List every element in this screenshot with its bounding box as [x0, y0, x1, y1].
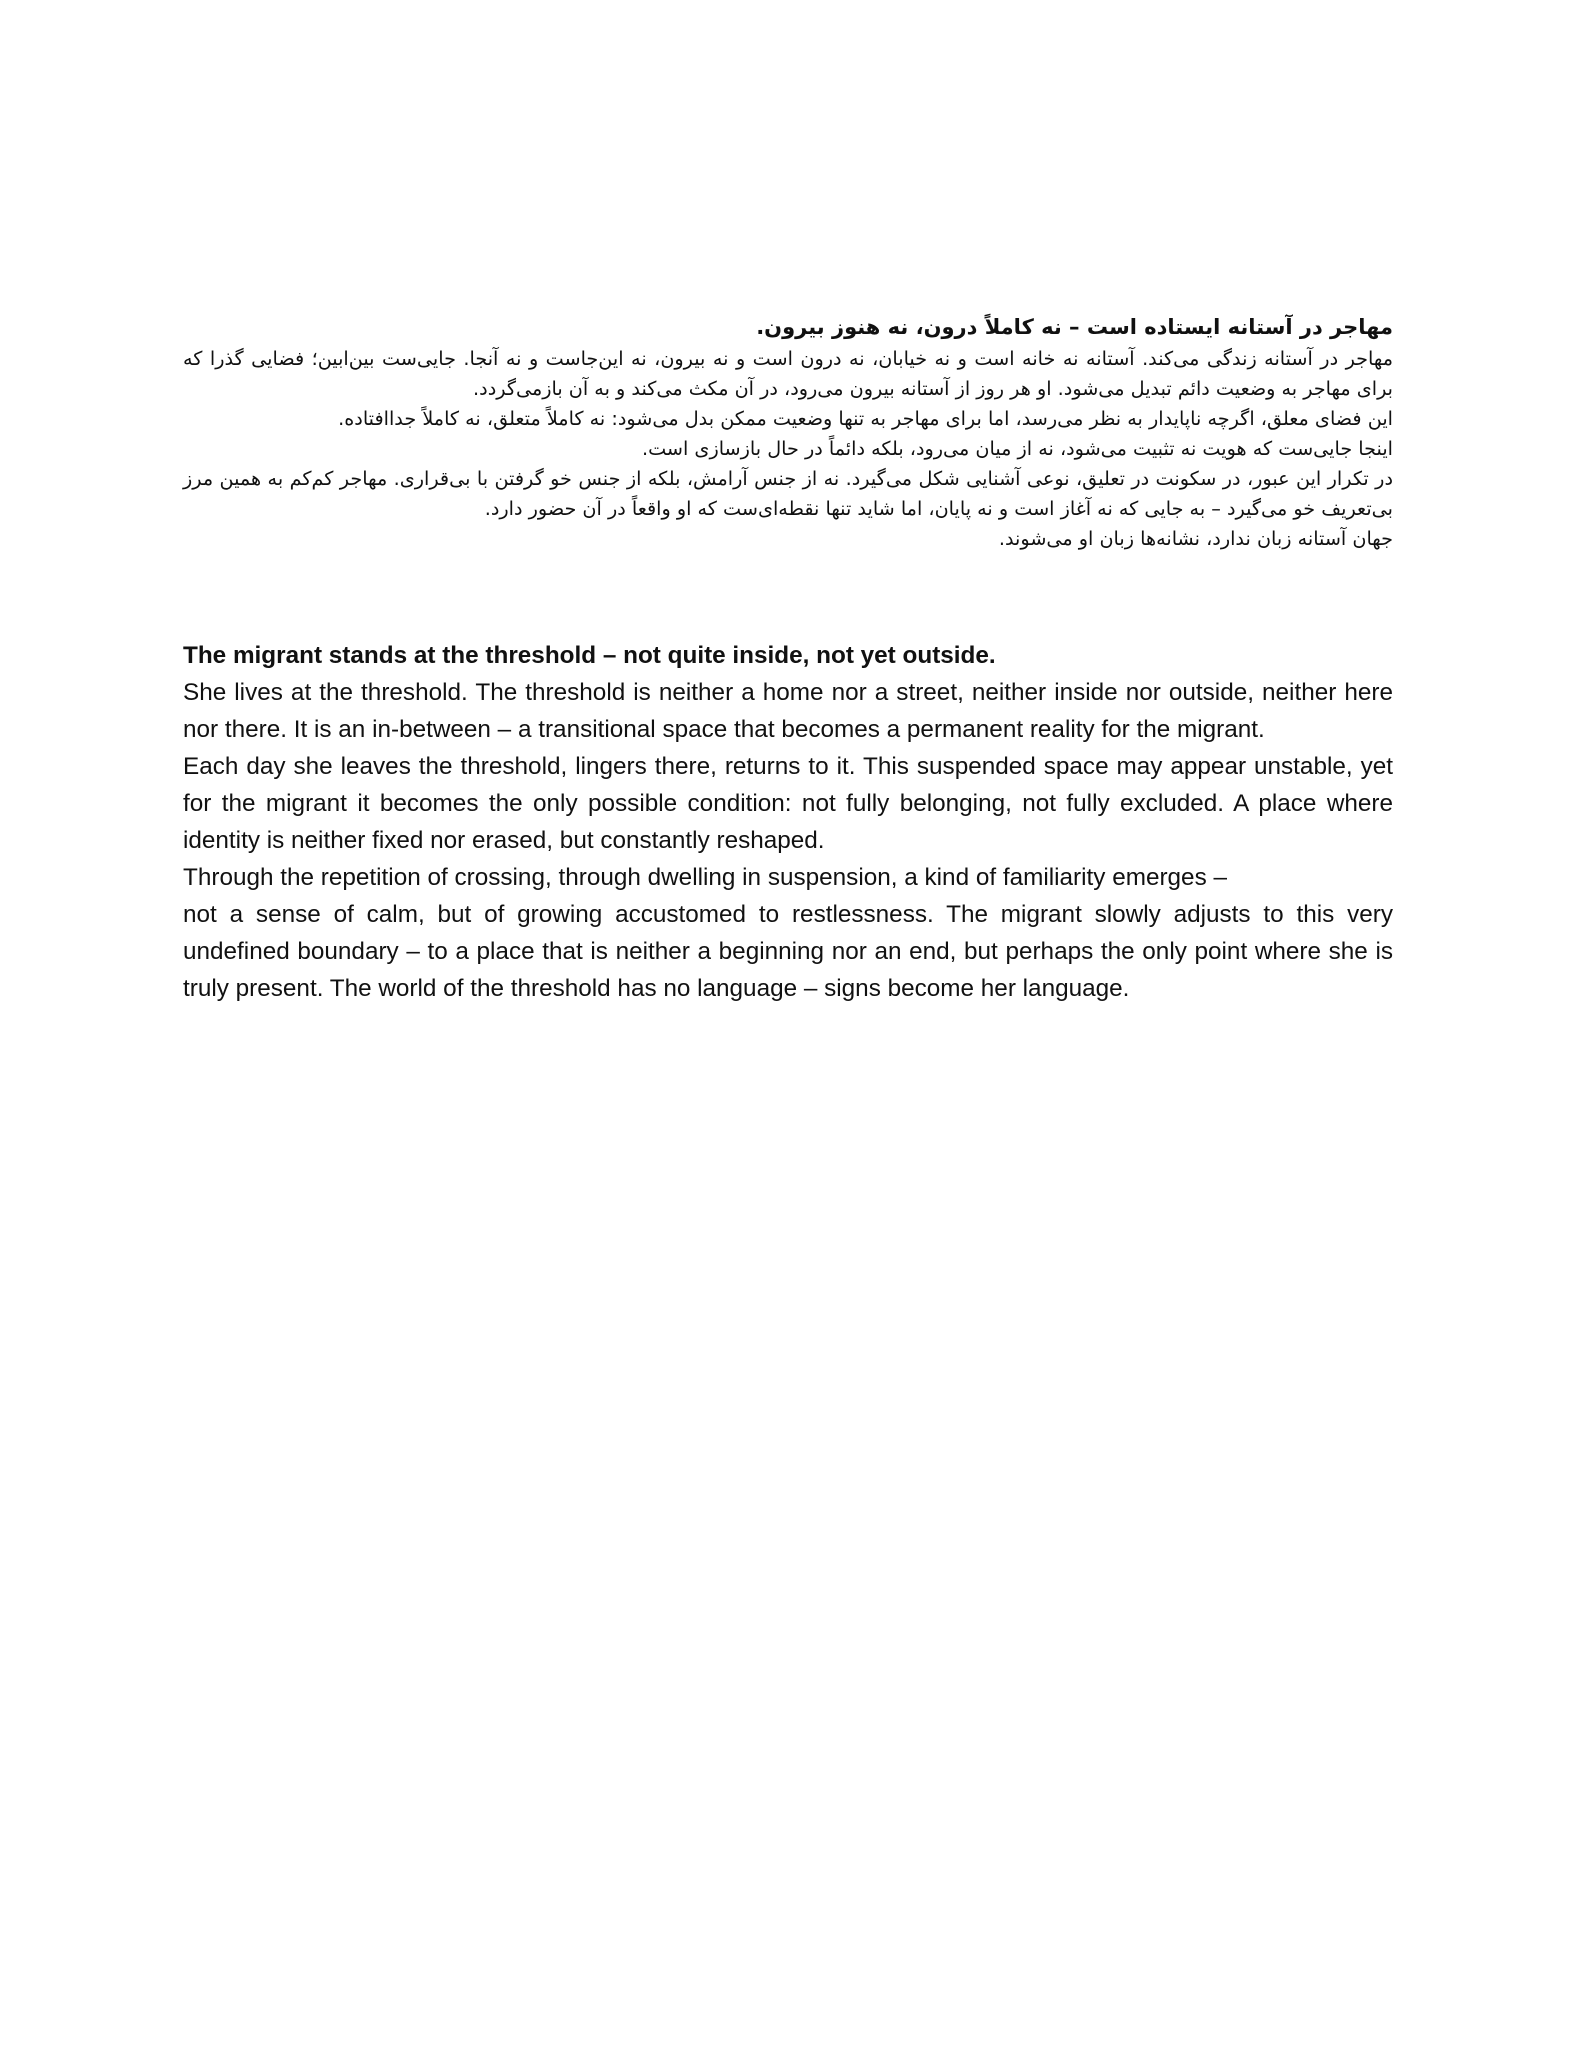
farsi-paragraph: مهاجر در آستانه زندگی می‌کند. آستانه نه خانه است و نه خیابان، نه درون است و نه بیرون، نه این‌جاست و نه آنجا. جایی‌ست بین‌ابین؛ فضایی گذرا که برای مهاجر به وضعیت دائم تبدیل می‌شود. او هر روز از آستانه بیرون می‌رود، در آن مکث می‌کند و به آن بازمی‌گردد.: [183, 347, 1393, 400]
english-section: [183, 637, 1393, 1007]
farsi-section: [183, 310, 1393, 554]
english-paragraph: not a sense of calm, but of growing accustomed to restlessness. The migrant slowly adjusts to this very undefined boundary – to a place that is neither a beginning nor an end, but perhaps the only point where she is truly present. The world of the threshold has no language – signs become her language.: [183, 901, 1393, 1002]
english-paragraph: Each day she leaves the threshold, lingers there, returns to it. This suspended space may appear unstable, yet for the migrant it becomes the only possible condition: not fully belonging, not fully excluded. A place where identity is neither fixed nor erased, but constantly reshaped.: [183, 753, 1393, 854]
farsi-title: مهاجر در آستانه ایستاده است – نه کاملاً درون، نه هنوز بیرون.: [756, 315, 1393, 339]
english-title: The migrant stands at the threshold – not quite inside, not yet outside.: [183, 642, 996, 669]
farsi-paragraph: اینجا جایی‌ست که هویت نه تثبیت می‌شود، نه از میان می‌رود، بلکه دائماً در حال بازسازی است.: [641, 437, 1393, 460]
english-paragraph: Through the repetition of crossing, through dwelling in suspension, a kind of familiarity emerges –: [183, 864, 1227, 891]
farsi-paragraph: جهان آستانه زبان ندارد، نشانه‌ها زبان او می‌شوند.: [998, 527, 1393, 550]
farsi-paragraph: در تکرار این عبور، در سکونت در تعلیق، نوعی آشنایی شکل می‌گیرد. نه از جنس آرامش، بلکه از جنس خو گرفتن با بی‌قراری. مهاجر کم‌کم به همین مرز بی‌تعریف خو می‌گیرد – به جایی که نه آغاز است و نه پایان، اما شاید تنها نقطه‌ای‌ست که او واقعاً در آن حضور دارد.: [183, 467, 1393, 520]
english-paragraph: She lives at the threshold. The threshold is neither a home nor a street, neither inside nor outside, neither here nor there. It is an in-between – a transitional space that becomes a permanent reality for the migrant.: [183, 679, 1393, 743]
farsi-paragraph: این فضای معلق، اگرچه ناپایدار به نظر می‌رسد، اما برای مهاجر به تنها وضعیت ممکن بدل می‌شود: نه کاملاً متعلق، نه کاملاً جداافتاده.: [338, 407, 1393, 430]
